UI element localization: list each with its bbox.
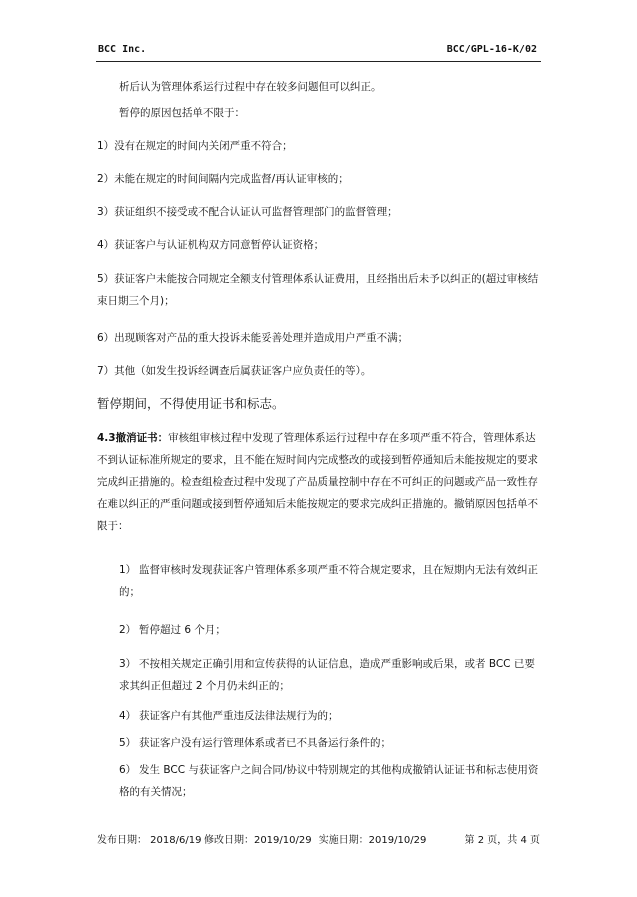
revoke-item-4: 4） 获证客户有其他严重违反法律法规行为的；	[119, 710, 339, 722]
suspend-causes-intro: 暂停的原因包括单不限于：	[119, 107, 245, 119]
footer	[97, 831, 540, 846]
section-4-3	[97, 427, 543, 537]
company-name: BCC Inc.	[98, 44, 147, 55]
suspend-note: 暂停期间，不得使用证书和标志。	[97, 396, 285, 411]
suspend-item-7: 7）其他（如发生投诉经调查后属获证客户应负责任的等）。	[97, 365, 372, 377]
revoke-item-5: 5） 获证客户没有运行管理体系或者已不具备运行条件的；	[119, 737, 391, 749]
document-code: BCC/GPL-16-K/02	[446, 44, 537, 55]
section-text: 审核组审核过程中发现了管理体系运行过程中存在多项严重不符合，管理体系达不到认证标准所规定的要求，且不能在短时间内完成整改的或接到暂停通知后未能按规定的要求完成纠正措施的。检查组检查过程中发现了产品质量控制中存在不可纠正的问题或产品一致性存在难以纠正的严重问题或接到暂停通知后未能按规定的要求完成纠正措施的。撤销原因包括单不限于：	[97, 432, 538, 532]
intro-line: 析后认为管理体系运行过程中存在较多问题但可以纠正。	[119, 81, 382, 93]
suspend-item-2: 2）未能在规定的时间间隔内完成监督/再认证审核的；	[97, 173, 349, 185]
suspend-item-6: 6）出现顾客对产品的重大投诉未能妥善处理并造成用户严重不满；	[97, 332, 409, 344]
section-title: 4.3撤消证书：	[97, 432, 169, 444]
revoke-item-6: 6） 发生 BCC 与获证客户之间合同/协议中特别规定的其他构成撤销认证证书和标志使用资格的有关情况；	[119, 764, 539, 798]
revise-date: 修改日期：2019/10/29	[203, 835, 312, 846]
revoke-item-2: 2） 暂停超过 6 个月；	[119, 624, 226, 636]
suspend-item-3: 3）获证组织不接受或不配合认证认可监督管理部门的监督管理；	[97, 206, 398, 218]
suspend-item-1: 1）没有在规定的时间内关闭严重不符合；	[97, 140, 293, 152]
effective-date: 实施日期：2019/10/29	[318, 835, 427, 846]
suspend-item-4: 4）获证客户与认证机构双方同意暂停认证资格；	[97, 239, 325, 251]
suspend-item-5: 5）获证客户未能按合同规定全额支付管理体系认证费用，且经指出后未予以纠正的(超过审核结束日期三个月)；	[97, 273, 539, 307]
revoke-item-1: 1） 监督审核时发现获证客户管理体系多项严重不符合规定要求，且在短期内无法有效纠正的；	[119, 564, 538, 598]
revoke-item-3: 3） 不按相关规定正确引用和宣传获得的认证信息，造成严重影响或后果，或者 BCC 已要求其纠正但超过 2 个月仍未纠正的；	[119, 658, 535, 692]
page-number: 第 2 页，共 4 页	[464, 835, 540, 846]
header-rule	[96, 61, 541, 62]
publish-date: 发布日期： 2018/6/19	[97, 835, 202, 846]
